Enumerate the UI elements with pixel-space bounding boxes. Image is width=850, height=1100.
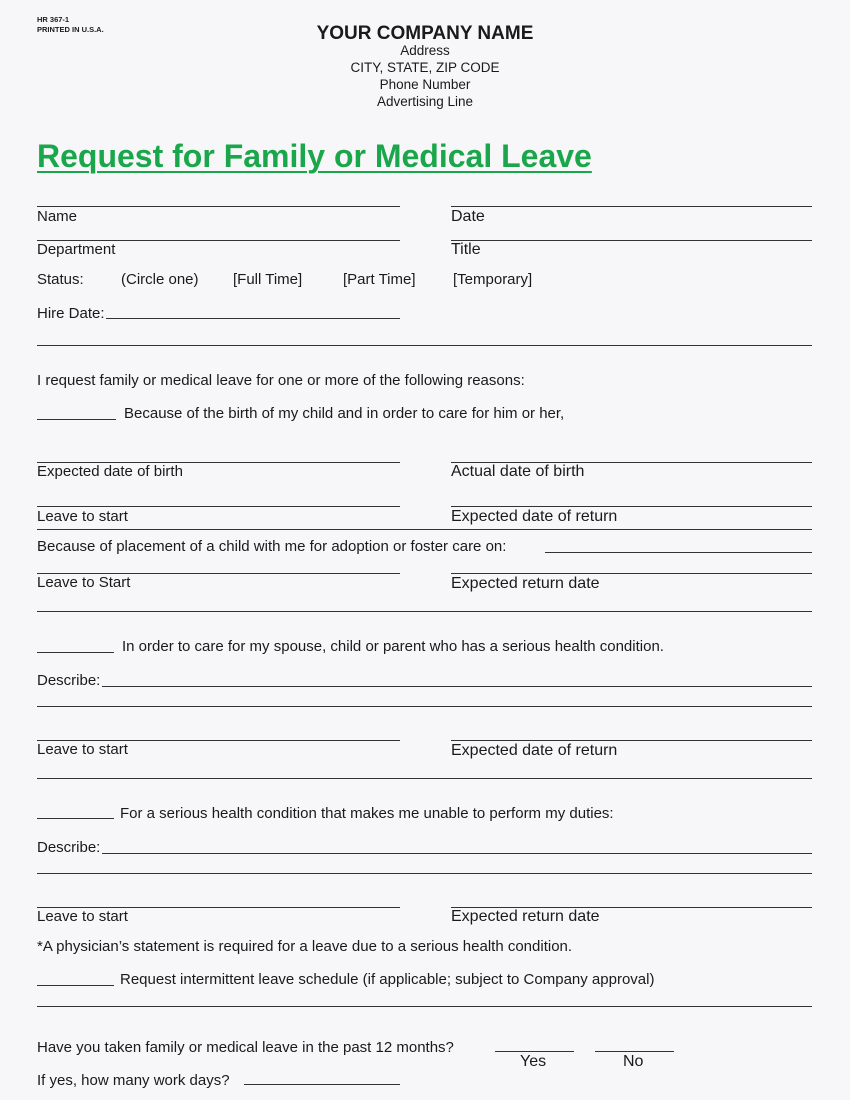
own-health-describe-field[interactable] <box>102 853 812 854</box>
own-health-leave-start-label: Leave to start <box>37 908 128 925</box>
section-divider <box>37 611 812 612</box>
company-name: YOUR COMPANY NAME <box>316 23 534 44</box>
hire-date-label: Hire Date: <box>37 305 105 322</box>
department-label: Department <box>37 241 116 258</box>
family-care-return-label: Expected date of return <box>451 742 618 759</box>
birth-leave-start-field[interactable] <box>37 506 400 507</box>
section-divider <box>37 1006 812 1007</box>
family-care-describe-field-2[interactable] <box>37 706 812 707</box>
past-leave-yes-field[interactable] <box>495 1051 574 1052</box>
form-code: HR 367-1 <box>37 15 70 24</box>
date-label: Date <box>451 208 485 225</box>
section-divider <box>37 529 812 530</box>
yes-label: Yes <box>520 1053 547 1070</box>
company-phone: Phone Number <box>379 77 471 92</box>
own-health-describe-field-2[interactable] <box>37 873 812 874</box>
adoption-date-field[interactable] <box>545 552 812 553</box>
title-label: Title <box>451 241 481 258</box>
family-care-leave-start-label: Leave to start <box>37 741 128 758</box>
own-health-check-field[interactable] <box>37 818 114 819</box>
adoption-return-label: Expected return date <box>451 575 600 592</box>
reasons-intro: I request family or medical leave for one or more of the following reasons: <box>37 372 525 389</box>
birth-return-label: Expected date of return <box>451 508 618 525</box>
physician-note: *A physician’s statement is required for a leave due to a serious health condition. <box>37 938 573 955</box>
company-city-state-zip: CITY, STATE, ZIP CODE <box>350 60 500 75</box>
name-label: Name <box>37 208 78 225</box>
section-divider <box>37 778 812 779</box>
past-leave-no-field[interactable] <box>595 1051 674 1052</box>
expected-birth-label: Expected date of birth <box>37 463 183 480</box>
intermittent-check-field[interactable] <box>37 985 114 986</box>
date-field[interactable] <box>451 206 812 207</box>
status-full-time-option[interactable]: [Full Time] <box>233 271 303 288</box>
form-title: Request for Family or Medical Leave <box>37 138 592 174</box>
hire-date-field[interactable] <box>106 318 400 319</box>
section-divider <box>37 345 812 346</box>
status-label: Status: <box>37 271 84 288</box>
birth-reason-check-field[interactable] <box>37 419 116 420</box>
how-many-days-field[interactable] <box>244 1084 400 1085</box>
status-temporary-option[interactable]: [Temporary] <box>453 271 533 288</box>
family-care-reason-text: In order to care for my spouse, child or parent who has a serious health condition. <box>122 638 664 655</box>
own-health-reason-text: For a serious health condition that makes me unable to perform my duties: <box>120 805 614 822</box>
family-care-return-date-field[interactable] <box>451 740 812 741</box>
birth-return-date-field[interactable] <box>451 506 812 507</box>
family-care-check-field[interactable] <box>37 652 114 653</box>
family-care-describe-label: Describe: <box>37 672 101 689</box>
title-field[interactable] <box>451 240 812 241</box>
company-address: Address <box>400 43 450 58</box>
adoption-reason-text: Because of placement of a child with me for adoption or foster care on: <box>37 538 507 555</box>
no-label: No <box>623 1053 644 1070</box>
actual-birth-label: Actual date of birth <box>451 463 585 480</box>
intermittent-text: Request intermittent leave schedule (if applicable; subject to Company approval) <box>120 971 655 988</box>
past-leave-question: Have you taken family or medical leave in the past 12 months? <box>37 1039 454 1056</box>
own-health-return-label: Expected return date <box>451 908 600 925</box>
family-care-describe-field[interactable] <box>102 686 812 687</box>
birth-reason-text: Because of the birth of my child and in order to care for him or her, <box>124 405 565 422</box>
circle-one-instruction: (Circle one) <box>121 271 199 288</box>
birth-leave-start-label: Leave to start <box>37 508 128 525</box>
adoption-return-date-field[interactable] <box>451 573 812 574</box>
how-many-days-label: If yes, how many work days? <box>37 1072 230 1089</box>
own-health-describe-label: Describe: <box>37 839 101 856</box>
printed-in-usa: PRINTED IN U.S.A. <box>37 25 104 34</box>
name-field[interactable] <box>37 206 400 207</box>
company-advertising-line: Advertising Line <box>376 94 474 109</box>
status-part-time-option[interactable]: [Part Time] <box>343 271 416 288</box>
adoption-leave-start-label: Leave to Start <box>37 574 131 591</box>
